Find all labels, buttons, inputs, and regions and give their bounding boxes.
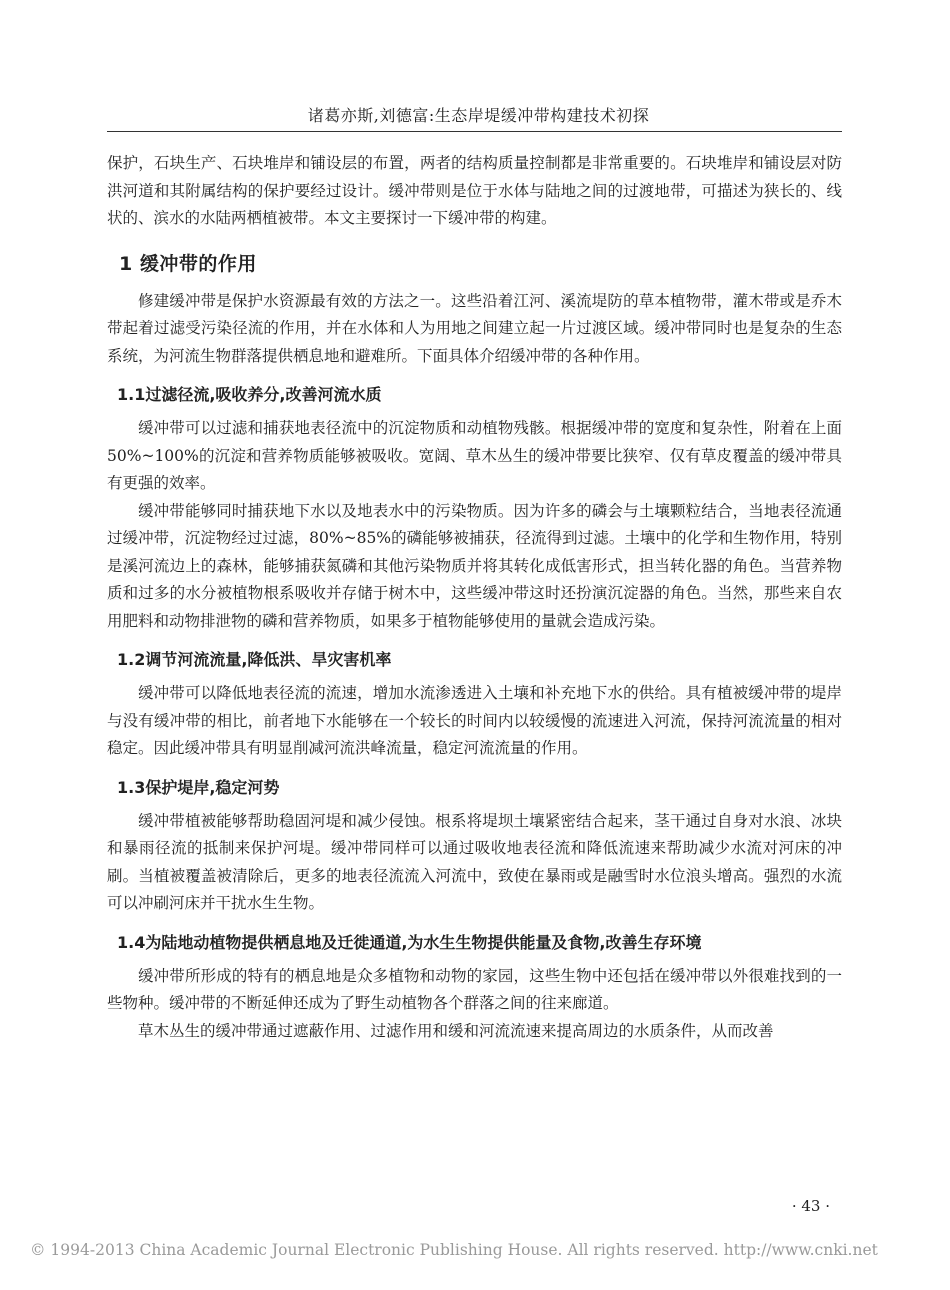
copyright-footer: © 1994-2013 China Academic Journal Electronic Publishing House. All rights reserved. http://www.cnki.net (30, 1241, 878, 1259)
subsection-1-2-paragraph: 缓冲带可以降低地表径流的流速，增加水流渗透进入土壤和补充地下水的供给。具有植被缓冲带的堤岸与没有缓冲带的相比，前者地下水能够在一个较长的时间内以较缓慢的流速进入河流，保持河流流量的相对稳定。因此缓冲带具有明显削减河流洪峰流量，稳定河流流量的作用。 (107, 684, 842, 757)
subsection-1-3-title: 1.3保护堤岸,稳定河势 (117, 777, 280, 797)
subsection-1-3-paragraph: 缓冲带植被能够帮助稳固河堤和减少侵蚀。根系将堤坝土壤紧密结合起来，茎干通过自身对水浪、冰块和暴雨径流的抵制来保护河堤。缓冲带同样可以通过吸收地表径流和降低流速来帮助减少水流对河床的冲刷。当植被覆盖被清除后，更多的地表径流流入河流中，致使在暴雨或是融雪时水位浪头增高。强烈的水流可以冲刷河床并干扰水生生物。 (107, 811, 842, 912)
header-rule (107, 131, 842, 132)
subsection-1-4-title: 1.4为陆地动植物提供栖息地及迁徙通道,为水生生物提供能量及食物,改善生存环境 (117, 932, 702, 952)
section-1-title: 1 缓冲带的作用 (119, 252, 257, 275)
subsection-1-1-title: 1.1过滤径流,吸收养分,改善河流水质 (117, 385, 382, 404)
subsection-1-1-paragraph-1: 缓冲带可以过滤和捕获地表径流中的沉淀物质和动植物残骸。根据缓冲带的宽度和复杂性，附着在上面 50%~100%的沉淀和营养物质能够被吸收。宽阔、草木丛生的缓冲带要比狭窄、仅有草皮覆盖的缓冲带具有更强的效率。 (107, 419, 842, 492)
subsection-1-2-title: 1.2调节河流流量,降低洪、旱灾害机率 (117, 650, 392, 669)
subsection-1-1-paragraph-2: 缓冲带能够同时捕获地下水以及地表水中的污染物质。因为许多的磷会与土壤颗粒结合，当地表径流通过缓冲带，沉淀物经过过滤，80%~85%的磷能够被捕获，径流得到过滤。土壤中的化学和生物作用，特别是溪河流边上的森林，能够捕获氮磷和其他污染物质并将其转化成低害形式，担当转化器的角色。当营养物质和过多的水分被植物根系吸收并存储于树木中，这些缓冲带这时还扮演沉淀器的角色。当然，那些来自农用肥料和动物排泄物的磷和营养物质，如果多于植物能够使用的量就会造成污染。 (107, 501, 842, 630)
subsection-1-4-paragraph-2: 草木丛生的缓冲带通过遮蔽作用、过滤作用和缓和河流流速来提高周边的水质条件，从而改善 (138, 1021, 774, 1040)
page-number: · 43 · (791, 1197, 830, 1215)
article-body (107, 150, 842, 1045)
running-head: 诸葛亦斯,刘德富:生态岸堤缓冲带构建技术初探 (307, 106, 650, 125)
section-1-paragraph: 修建缓冲带是保护水资源最有效的方法之一。这些沿着江河、溪流堤防的草本植物带，灌木带或是乔木带起着过滤受污染径流的作用，并在水体和人为用地之间建立起一片过渡区域。缓冲带同时也是复杂的生态系统，为河流生物群落提供栖息地和避难所。下面具体介绍缓冲带的各种作用。 (107, 291, 842, 365)
subsection-1-4-paragraph-1: 缓冲带所形成的特有的栖息地是众多植物和动物的家园，这些生物中还包括在缓冲带以外很难找到的一些物种。缓冲带的不断延伸还成为了野生动植物各个群落之间的往来廊道。 (107, 966, 842, 1012)
intro-paragraph: 保护，石块生产、石块堆岸和铺设层的布置，两者的结构质量控制都是非常重要的。石块堆岸和铺设层对防洪河道和其附属结构的保护要经过设计。缓冲带则是位于水体与陆地之间的过渡地带，可描述为狭长的、线状的、滨水的水陆两栖植被带。本文主要探讨一下缓冲带的构建。 (107, 154, 842, 227)
